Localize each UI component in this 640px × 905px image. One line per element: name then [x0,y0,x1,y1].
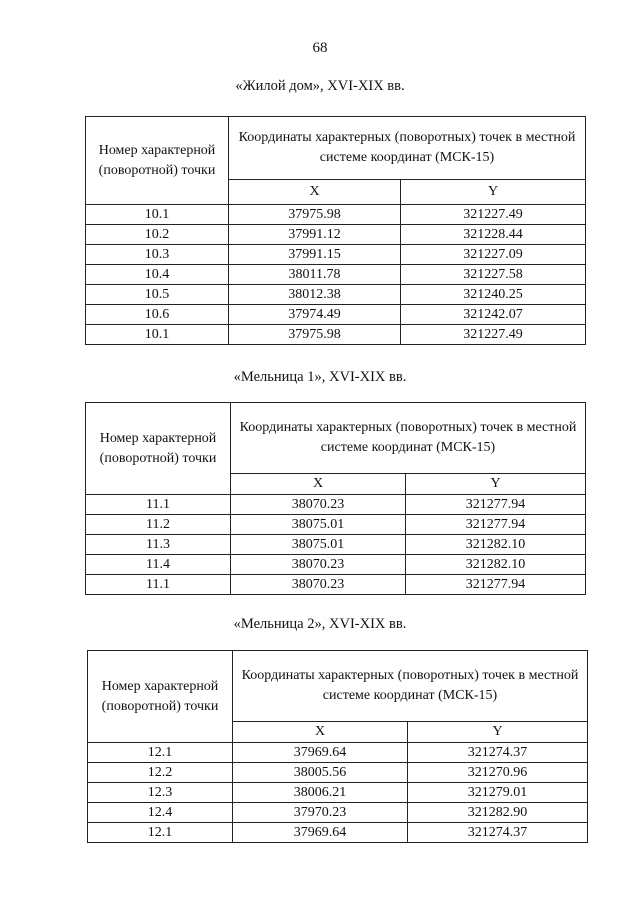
y-cell: 321282.10 [406,555,586,575]
x-cell: 38070.23 [231,575,406,595]
coordinates-table-mill-2 [87,650,588,843]
point-cell: 11.3 [86,535,231,555]
header-coordinates: Координаты характерных (поворотных) точек в местной системе координат (МСК-15) [231,403,586,474]
table-row [86,495,586,515]
point-cell: 10.4 [86,265,229,285]
y-cell: 321274.37 [408,743,588,763]
point-cell: 12.3 [88,783,233,803]
point-cell: 12.1 [88,743,233,763]
table-row [88,823,588,843]
table-row [88,763,588,783]
header-x: X [233,722,408,743]
section-title-mill-2: «Мельница 2», XVI-XIX вв. [233,616,407,632]
y-cell: 321227.49 [401,325,586,345]
y-cell: 321274.37 [408,823,588,843]
y-cell: 321277.94 [406,575,586,595]
header-x: X [229,180,401,205]
x-cell: 38012.38 [229,285,401,305]
x-cell: 38070.23 [231,555,406,575]
page-number: 68 [312,40,328,56]
header-coordinates: Координаты характерных (поворотных) точек в местной системе координат (МСК-15) [233,651,588,722]
y-cell: 321227.49 [401,205,586,225]
x-cell: 38006.21 [233,783,408,803]
coordinates-table-residential-house [85,116,586,345]
x-cell: 37974.49 [229,305,401,325]
header-y: Y [401,180,586,205]
y-cell: 321282.10 [406,535,586,555]
table-row [86,325,586,345]
point-cell: 10.2 [86,225,229,245]
table-row [88,803,588,823]
point-cell: 10.5 [86,285,229,305]
table-row [86,245,586,265]
table-row [88,743,588,763]
table-row [86,515,586,535]
section-title-residential-house: «Жилой дом», XVI-XIX вв. [235,78,405,94]
x-cell: 37991.12 [229,225,401,245]
y-cell: 321279.01 [408,783,588,803]
x-cell: 38011.78 [229,265,401,285]
header-x: X [231,474,406,495]
table-row [86,555,586,575]
point-cell: 11.4 [86,555,231,575]
table-row [88,783,588,803]
table-row [86,285,586,305]
point-cell: 11.1 [86,575,231,595]
y-cell: 321228.44 [401,225,586,245]
x-cell: 37969.64 [233,743,408,763]
header-y: Y [406,474,586,495]
x-cell: 38005.56 [233,763,408,783]
y-cell: 321227.09 [401,245,586,265]
table-row [86,305,586,325]
y-cell: 321270.96 [408,763,588,783]
x-cell: 37975.98 [229,325,401,345]
y-cell: 321282.90 [408,803,588,823]
y-cell: 321227.58 [401,265,586,285]
point-cell: 10.1 [86,205,229,225]
coordinates-table-mill-1 [85,402,586,595]
point-cell: 12.4 [88,803,233,823]
point-cell: 10.3 [86,245,229,265]
x-cell: 37975.98 [229,205,401,225]
x-cell: 38075.01 [231,515,406,535]
point-cell: 11.1 [86,495,231,515]
header-point-number: Номер характерной (поворотной) точки [88,651,233,743]
header-point-number: Номер характерной (поворотной) точки [86,403,231,495]
x-cell: 37970.23 [233,803,408,823]
x-cell: 37969.64 [233,823,408,843]
y-cell: 321277.94 [406,515,586,535]
x-cell: 38075.01 [231,535,406,555]
point-cell: 12.2 [88,763,233,783]
table-row [86,225,586,245]
y-cell: 321277.94 [406,495,586,515]
x-cell: 38070.23 [231,495,406,515]
y-cell: 321242.07 [401,305,586,325]
point-cell: 10.1 [86,325,229,345]
table-row [86,575,586,595]
header-point-number: Номер характерной (поворотной) точки [86,117,229,205]
header-y: Y [408,722,588,743]
point-cell: 10.6 [86,305,229,325]
header-coordinates: Координаты характерных (поворотных) точек в местной системе координат (МСК-15) [229,117,586,180]
point-cell: 12.1 [88,823,233,843]
point-cell: 11.2 [86,515,231,535]
table-row [86,265,586,285]
y-cell: 321240.25 [401,285,586,305]
table-row [86,205,586,225]
x-cell: 37991.15 [229,245,401,265]
section-title-mill-1: «Мельница 1», XVI-XIX вв. [233,369,407,385]
table-row [86,535,586,555]
